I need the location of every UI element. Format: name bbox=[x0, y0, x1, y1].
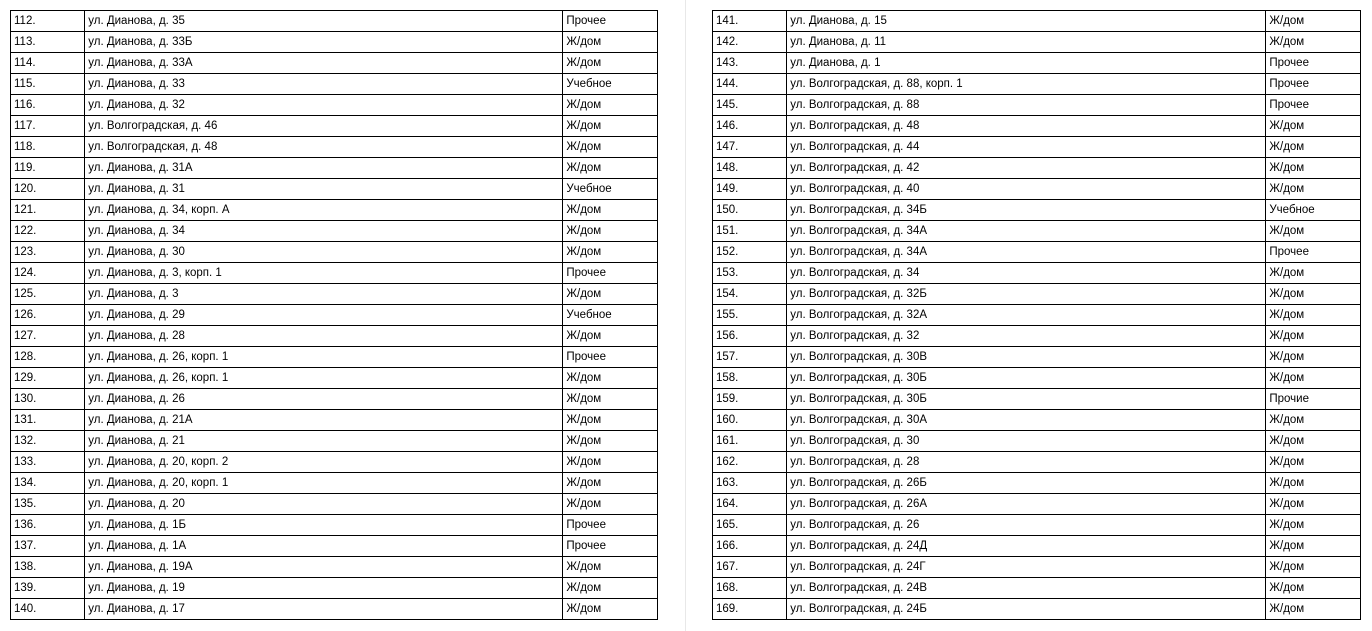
table-row bbox=[713, 452, 1361, 473]
building-type-cell: Ж/дом bbox=[563, 242, 658, 263]
address-cell: ул. Волгоградская, д. 30А bbox=[787, 410, 1266, 431]
row-number-cell: 116. bbox=[11, 95, 85, 116]
row-number-cell: 163. bbox=[713, 473, 787, 494]
row-number-cell: 149. bbox=[713, 179, 787, 200]
address-cell: ул. Дианова, д. 33Б bbox=[85, 32, 563, 53]
building-type-cell: Ж/дом bbox=[1266, 326, 1361, 347]
building-type-cell: Ж/дом bbox=[563, 431, 658, 452]
row-number-cell: 139. bbox=[11, 578, 85, 599]
table-row bbox=[713, 221, 1361, 242]
row-number-cell: 169. bbox=[713, 599, 787, 620]
address-cell: ул. Волгоградская, д. 40 bbox=[787, 179, 1266, 200]
table-row bbox=[11, 305, 658, 326]
row-number-cell: 126. bbox=[11, 305, 85, 326]
row-number-cell: 141. bbox=[713, 11, 787, 32]
address-cell: ул. Волгоградская, д. 32А bbox=[787, 305, 1266, 326]
address-cell: ул. Дианова, д. 3, корп. 1 bbox=[85, 263, 563, 284]
building-type-cell: Ж/дом bbox=[563, 599, 658, 620]
table-row bbox=[713, 158, 1361, 179]
table-row bbox=[713, 347, 1361, 368]
row-number-cell: 132. bbox=[11, 431, 85, 452]
building-type-cell: Ж/дом bbox=[1266, 11, 1361, 32]
row-number-cell: 155. bbox=[713, 305, 787, 326]
building-type-cell: Ж/дом bbox=[1266, 557, 1361, 578]
building-type-cell: Прочее bbox=[1266, 74, 1361, 95]
table-row bbox=[713, 578, 1361, 599]
address-cell: ул. Волгоградская, д. 42 bbox=[787, 158, 1266, 179]
building-type-cell: Ж/дом bbox=[563, 116, 658, 137]
row-number-cell: 152. bbox=[713, 242, 787, 263]
row-number-cell: 137. bbox=[11, 536, 85, 557]
table-row bbox=[713, 74, 1361, 95]
table-row bbox=[713, 431, 1361, 452]
building-type-cell: Ж/дом bbox=[1266, 347, 1361, 368]
row-number-cell: 120. bbox=[11, 179, 85, 200]
row-number-cell: 112. bbox=[11, 11, 85, 32]
building-type-cell: Ж/дом bbox=[563, 284, 658, 305]
table-row bbox=[11, 473, 658, 494]
building-type-cell: Ж/дом bbox=[1266, 32, 1361, 53]
row-number-cell: 133. bbox=[11, 452, 85, 473]
building-type-cell: Ж/дом bbox=[563, 557, 658, 578]
address-cell: ул. Волгоградская, д. 30 bbox=[787, 431, 1266, 452]
table-row bbox=[11, 179, 658, 200]
row-number-cell: 150. bbox=[713, 200, 787, 221]
table-row bbox=[11, 557, 658, 578]
building-type-cell: Учебное bbox=[1266, 200, 1361, 221]
row-number-cell: 145. bbox=[713, 95, 787, 116]
building-type-cell: Ж/дом bbox=[1266, 116, 1361, 137]
address-table-left bbox=[10, 10, 658, 620]
address-cell: ул. Волгоградская, д. 24Б bbox=[787, 599, 1266, 620]
building-type-cell: Ж/дом bbox=[563, 53, 658, 74]
table-row bbox=[11, 452, 658, 473]
row-number-cell: 157. bbox=[713, 347, 787, 368]
address-cell: ул. Волгоградская, д. 34 bbox=[787, 263, 1266, 284]
address-cell: ул. Дианова, д. 33А bbox=[85, 53, 563, 74]
address-cell: ул. Дианова, д. 30 bbox=[85, 242, 563, 263]
address-cell: ул. Волгоградская, д. 30Б bbox=[787, 389, 1266, 410]
address-cell: ул. Волгоградская, д. 24В bbox=[787, 578, 1266, 599]
building-type-cell: Ж/дом bbox=[563, 389, 658, 410]
row-number-cell: 167. bbox=[713, 557, 787, 578]
building-type-cell: Ж/дом bbox=[1266, 368, 1361, 389]
table-row bbox=[713, 473, 1361, 494]
address-cell: ул. Дианова, д. 34 bbox=[85, 221, 563, 242]
building-type-cell: Ж/дом bbox=[1266, 515, 1361, 536]
row-number-cell: 166. bbox=[713, 536, 787, 557]
building-type-cell: Ж/дом bbox=[563, 32, 658, 53]
row-number-cell: 134. bbox=[11, 473, 85, 494]
row-number-cell: 128. bbox=[11, 347, 85, 368]
row-number-cell: 147. bbox=[713, 137, 787, 158]
row-number-cell: 130. bbox=[11, 389, 85, 410]
table-row bbox=[713, 284, 1361, 305]
address-cell: ул. Волгоградская, д. 26А bbox=[787, 494, 1266, 515]
address-cell: ул. Волгоградская, д. 26Б bbox=[787, 473, 1266, 494]
building-type-cell: Ж/дом bbox=[1266, 221, 1361, 242]
building-type-cell: Ж/дом bbox=[1266, 158, 1361, 179]
address-cell: ул. Волгоградская, д. 30Б bbox=[787, 368, 1266, 389]
table-row bbox=[713, 389, 1361, 410]
page-divider bbox=[685, 0, 686, 631]
table-row bbox=[713, 305, 1361, 326]
address-cell: ул. Дианова, д. 20, корп. 1 bbox=[85, 473, 563, 494]
table-row bbox=[11, 242, 658, 263]
table-row bbox=[11, 599, 658, 620]
address-cell: ул. Дианова, д. 33 bbox=[85, 74, 563, 95]
address-cell: ул. Волгоградская, д. 88 bbox=[787, 95, 1266, 116]
table-row bbox=[713, 137, 1361, 158]
table-row bbox=[713, 515, 1361, 536]
address-cell: ул. Дианова, д. 32 bbox=[85, 95, 563, 116]
building-type-cell: Ж/дом bbox=[563, 494, 658, 515]
building-type-cell: Учебное bbox=[563, 74, 658, 95]
row-number-cell: 156. bbox=[713, 326, 787, 347]
row-number-cell: 164. bbox=[713, 494, 787, 515]
address-cell: ул. Волгоградская, д. 32Б bbox=[787, 284, 1266, 305]
address-cell: ул. Дианова, д. 20 bbox=[85, 494, 563, 515]
row-number-cell: 160. bbox=[713, 410, 787, 431]
table-row bbox=[11, 494, 658, 515]
table-row bbox=[11, 536, 658, 557]
address-cell: ул. Волгоградская, д. 34А bbox=[787, 221, 1266, 242]
table-row bbox=[11, 53, 658, 74]
row-number-cell: 154. bbox=[713, 284, 787, 305]
building-type-cell: Прочее bbox=[563, 536, 658, 557]
address-cell: ул. Волгоградская, д. 34А bbox=[787, 242, 1266, 263]
table-row bbox=[713, 536, 1361, 557]
table-row bbox=[11, 389, 658, 410]
row-number-cell: 135. bbox=[11, 494, 85, 515]
table-row bbox=[11, 221, 658, 242]
row-number-cell: 115. bbox=[11, 74, 85, 95]
table-row bbox=[713, 263, 1361, 284]
table-row bbox=[11, 95, 658, 116]
building-type-cell: Прочее bbox=[563, 347, 658, 368]
address-cell: ул. Волгоградская, д. 46 bbox=[85, 116, 563, 137]
address-cell: ул. Дианова, д. 17 bbox=[85, 599, 563, 620]
address-cell: ул. Дианова, д. 20, корп. 2 bbox=[85, 452, 563, 473]
building-type-cell: Прочие bbox=[1266, 389, 1361, 410]
building-type-cell: Ж/дом bbox=[1266, 431, 1361, 452]
building-type-cell: Ж/дом bbox=[563, 452, 658, 473]
address-cell: ул. Дианова, д. 19А bbox=[85, 557, 563, 578]
building-type-cell: Ж/дом bbox=[1266, 137, 1361, 158]
address-cell: ул. Дианова, д. 26, корп. 1 bbox=[85, 368, 563, 389]
table-row bbox=[713, 53, 1361, 74]
building-type-cell: Ж/дом bbox=[563, 221, 658, 242]
address-cell: ул. Волгоградская, д. 32 bbox=[787, 326, 1266, 347]
table-row bbox=[11, 158, 658, 179]
table-row bbox=[713, 11, 1361, 32]
address-cell: ул. Дианова, д. 31 bbox=[85, 179, 563, 200]
address-cell: ул. Дианова, д. 19 bbox=[85, 578, 563, 599]
row-number-cell: 165. bbox=[713, 515, 787, 536]
building-type-cell: Ж/дом bbox=[1266, 599, 1361, 620]
row-number-cell: 151. bbox=[713, 221, 787, 242]
building-type-cell: Ж/дом bbox=[563, 200, 658, 221]
address-cell: ул. Дианова, д. 21 bbox=[85, 431, 563, 452]
table-row bbox=[11, 578, 658, 599]
address-cell: ул. Дианова, д. 29 bbox=[85, 305, 563, 326]
row-number-cell: 159. bbox=[713, 389, 787, 410]
address-cell: ул. Волгоградская, д. 34Б bbox=[787, 200, 1266, 221]
address-cell: ул. Дианова, д. 26, корп. 1 bbox=[85, 347, 563, 368]
row-number-cell: 125. bbox=[11, 284, 85, 305]
address-cell: ул. Волгоградская, д. 24Г bbox=[787, 557, 1266, 578]
address-cell: ул. Волгоградская, д. 28 bbox=[787, 452, 1266, 473]
table-row bbox=[713, 410, 1361, 431]
row-number-cell: 148. bbox=[713, 158, 787, 179]
table-row bbox=[11, 326, 658, 347]
row-number-cell: 131. bbox=[11, 410, 85, 431]
row-number-cell: 113. bbox=[11, 32, 85, 53]
address-cell: ул. Дианова, д. 3 bbox=[85, 284, 563, 305]
table-row bbox=[713, 326, 1361, 347]
building-type-cell: Ж/дом bbox=[1266, 179, 1361, 200]
row-number-cell: 143. bbox=[713, 53, 787, 74]
address-cell: ул. Дианова, д. 21А bbox=[85, 410, 563, 431]
address-cell: ул. Дианова, д. 34, корп. А bbox=[85, 200, 563, 221]
table-row bbox=[713, 32, 1361, 53]
row-number-cell: 136. bbox=[11, 515, 85, 536]
building-type-cell: Ж/дом bbox=[1266, 410, 1361, 431]
table-row bbox=[11, 32, 658, 53]
building-type-cell: Ж/дом bbox=[1266, 578, 1361, 599]
address-cell: ул. Дианова, д. 31А bbox=[85, 158, 563, 179]
row-number-cell: 168. bbox=[713, 578, 787, 599]
address-cell: ул. Дианова, д. 28 bbox=[85, 326, 563, 347]
table-row bbox=[11, 11, 658, 32]
address-cell: ул. Волгоградская, д. 48 bbox=[787, 116, 1266, 137]
building-type-cell: Ж/дом bbox=[563, 473, 658, 494]
row-number-cell: 122. bbox=[11, 221, 85, 242]
row-number-cell: 117. bbox=[11, 116, 85, 137]
table-row bbox=[11, 347, 658, 368]
table-row bbox=[11, 368, 658, 389]
building-type-cell: Ж/дом bbox=[563, 95, 658, 116]
building-type-cell: Ж/дом bbox=[1266, 494, 1361, 515]
address-cell: ул. Дианова, д. 1А bbox=[85, 536, 563, 557]
building-type-cell: Ж/дом bbox=[563, 410, 658, 431]
address-table-right bbox=[712, 10, 1361, 620]
building-type-cell: Учебное bbox=[563, 305, 658, 326]
building-type-cell: Прочее bbox=[1266, 53, 1361, 74]
address-cell: ул. Дианова, д. 26 bbox=[85, 389, 563, 410]
row-number-cell: 162. bbox=[713, 452, 787, 473]
building-type-cell: Ж/дом bbox=[563, 137, 658, 158]
address-cell: ул. Дианова, д. 35 bbox=[85, 11, 563, 32]
building-type-cell: Ж/дом bbox=[1266, 305, 1361, 326]
row-number-cell: 144. bbox=[713, 74, 787, 95]
table-row bbox=[11, 137, 658, 158]
row-number-cell: 119. bbox=[11, 158, 85, 179]
building-type-cell: Ж/дом bbox=[1266, 452, 1361, 473]
table-row bbox=[713, 368, 1361, 389]
address-cell: ул. Волгоградская, д. 26 bbox=[787, 515, 1266, 536]
address-table-left-body bbox=[11, 11, 658, 620]
row-number-cell: 121. bbox=[11, 200, 85, 221]
table-row bbox=[713, 494, 1361, 515]
row-number-cell: 153. bbox=[713, 263, 787, 284]
building-type-cell: Ж/дом bbox=[563, 326, 658, 347]
building-type-cell: Прочее bbox=[563, 515, 658, 536]
table-row bbox=[11, 116, 658, 137]
address-cell: ул. Волгоградская, д. 30В bbox=[787, 347, 1266, 368]
table-row bbox=[11, 74, 658, 95]
row-number-cell: 138. bbox=[11, 557, 85, 578]
building-type-cell: Прочее bbox=[1266, 242, 1361, 263]
table-row bbox=[713, 242, 1361, 263]
table-row bbox=[11, 284, 658, 305]
table-row bbox=[713, 179, 1361, 200]
row-number-cell: 127. bbox=[11, 326, 85, 347]
building-type-cell: Ж/дом bbox=[563, 578, 658, 599]
row-number-cell: 123. bbox=[11, 242, 85, 263]
building-type-cell: Учебное bbox=[563, 179, 658, 200]
row-number-cell: 142. bbox=[713, 32, 787, 53]
address-cell: ул. Дианова, д. 1 bbox=[787, 53, 1266, 74]
address-cell: ул. Волгоградская, д. 48 bbox=[85, 137, 563, 158]
table-row bbox=[713, 200, 1361, 221]
row-number-cell: 146. bbox=[713, 116, 787, 137]
row-number-cell: 161. bbox=[713, 431, 787, 452]
table-row bbox=[713, 95, 1361, 116]
address-cell: ул. Волгоградская, д. 24Д bbox=[787, 536, 1266, 557]
row-number-cell: 114. bbox=[11, 53, 85, 74]
table-row bbox=[11, 515, 658, 536]
table-row bbox=[11, 263, 658, 284]
table-row bbox=[11, 431, 658, 452]
address-cell: ул. Дианова, д. 1Б bbox=[85, 515, 563, 536]
building-type-cell: Ж/дом bbox=[1266, 536, 1361, 557]
row-number-cell: 124. bbox=[11, 263, 85, 284]
row-number-cell: 140. bbox=[11, 599, 85, 620]
row-number-cell: 118. bbox=[11, 137, 85, 158]
address-cell: ул. Дианова, д. 15 bbox=[787, 11, 1266, 32]
building-type-cell: Ж/дом bbox=[563, 158, 658, 179]
row-number-cell: 158. bbox=[713, 368, 787, 389]
table-row bbox=[713, 116, 1361, 137]
building-type-cell: Ж/дом bbox=[1266, 284, 1361, 305]
table-row bbox=[11, 200, 658, 221]
building-type-cell: Прочее bbox=[1266, 95, 1361, 116]
address-cell: ул. Волгоградская, д. 44 bbox=[787, 137, 1266, 158]
building-type-cell: Прочее bbox=[563, 11, 658, 32]
row-number-cell: 129. bbox=[11, 368, 85, 389]
address-cell: ул. Волгоградская, д. 88, корп. 1 bbox=[787, 74, 1266, 95]
table-row bbox=[713, 599, 1361, 620]
building-type-cell: Прочее bbox=[563, 263, 658, 284]
building-type-cell: Ж/дом bbox=[1266, 473, 1361, 494]
address-cell: ул. Дианова, д. 11 bbox=[787, 32, 1266, 53]
building-type-cell: Ж/дом bbox=[563, 368, 658, 389]
building-type-cell: Ж/дом bbox=[1266, 263, 1361, 284]
table-row bbox=[713, 557, 1361, 578]
table-row bbox=[11, 410, 658, 431]
address-table-right-body bbox=[713, 11, 1361, 620]
